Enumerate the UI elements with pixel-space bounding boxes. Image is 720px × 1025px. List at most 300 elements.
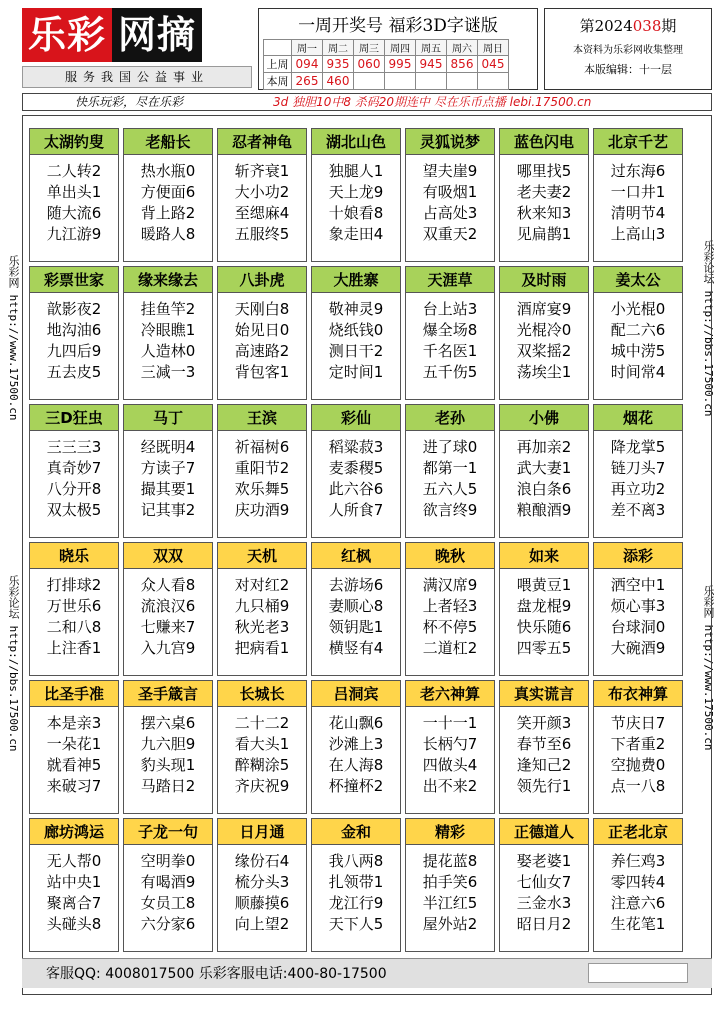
riddle-line: 斩齐衰1 <box>234 162 290 180</box>
riddle-line: 庆功酒9 <box>234 501 290 519</box>
riddle-card <box>405 542 495 676</box>
this-week-number: 265 <box>292 73 323 90</box>
riddle-line: 齐庆祝9 <box>234 777 290 795</box>
riddle-line: 台上站3 <box>422 300 478 318</box>
riddle-card <box>311 266 401 400</box>
riddle-line: 小光棍0 <box>610 300 666 318</box>
riddle-card <box>123 818 213 952</box>
card-title: 老六神算 <box>406 681 494 707</box>
riddle-line: 养仨鸡3 <box>610 852 666 870</box>
riddle-list <box>312 569 400 659</box>
right-sidebar-top[interactable]: 乐彩论坛 http://bbs.17500.cn <box>702 240 715 417</box>
riddle-line: 醉糊涂5 <box>234 756 290 774</box>
riddle-list <box>218 431 306 521</box>
riddle-line: 千名医1 <box>422 342 478 360</box>
riddle-card <box>499 266 589 400</box>
day-header: 周五 <box>416 40 447 56</box>
riddle-line: 重阳节2 <box>234 459 290 477</box>
riddle-line: 二十二2 <box>234 714 290 732</box>
ticker-bar <box>22 93 712 111</box>
riddle-list <box>124 569 212 659</box>
riddle-line: 快乐随6 <box>516 618 572 636</box>
riddle-card <box>593 266 683 400</box>
riddle-line: 杯撞杯2 <box>328 777 384 795</box>
logo-red-text: 乐彩 <box>22 8 112 62</box>
card-title: 北京千艺 <box>594 129 682 155</box>
riddle-line: 对对红2 <box>234 576 290 594</box>
riddle-line: 在人海8 <box>328 756 384 774</box>
riddle-line: 二和八8 <box>46 618 102 636</box>
card-title: 蓝色闪电 <box>500 129 588 155</box>
ticker-promo[interactable]: 3d 独胆10中8 杀码20期连中 尽在乐币点播 lebi.17500.cn <box>273 95 592 109</box>
riddle-line: 七赚来7 <box>140 618 196 636</box>
left-sidebar-top[interactable]: 乐彩网 http://www.17500.cn <box>7 255 20 421</box>
riddle-list <box>406 155 494 245</box>
riddle-line: 上高山3 <box>610 225 666 243</box>
riddle-list <box>30 707 118 797</box>
riddle-line: 无人帮0 <box>46 852 102 870</box>
riddle-line: 高速路2 <box>234 342 290 360</box>
riddle-line: 九只桶9 <box>234 597 290 615</box>
card-title: 添彩 <box>594 543 682 569</box>
issue-prefix: 第2024 <box>579 17 633 35</box>
riddle-list <box>594 155 682 245</box>
riddle-list <box>312 845 400 935</box>
card-title: 精彩 <box>406 819 494 845</box>
riddle-line: 暖路人8 <box>140 225 196 243</box>
riddle-line: 五六人5 <box>422 480 478 498</box>
riddle-line: 挂鱼竿2 <box>140 300 196 318</box>
riddle-list <box>500 155 588 245</box>
left-sidebar-bottom[interactable]: 乐彩论坛 http://bbs.17500.cn <box>7 575 20 752</box>
riddle-card <box>499 680 589 814</box>
this-week-number <box>447 73 478 90</box>
riddle-line: 方便面6 <box>140 183 196 201</box>
riddle-line: 洒空中1 <box>610 576 666 594</box>
card-title: 日月通 <box>218 819 306 845</box>
riddle-line: 五千伤5 <box>422 363 478 381</box>
riddle-list <box>406 293 494 383</box>
riddle-line: 二道杠2 <box>422 639 478 657</box>
riddle-line: 沙滩上3 <box>328 735 384 753</box>
right-sidebar-bottom[interactable]: 乐彩网 http://www.17500.cn <box>702 585 715 751</box>
riddle-line: 五服终5 <box>234 225 290 243</box>
card-title: 小佛 <box>500 405 588 431</box>
riddle-line: 记其事2 <box>140 501 196 519</box>
riddle-line: 方读子7 <box>140 459 196 477</box>
riddle-line: 三三三3 <box>46 438 102 456</box>
riddle-line: 链刀头7 <box>610 459 666 477</box>
riddle-card <box>123 680 213 814</box>
riddle-list <box>218 293 306 383</box>
riddle-line: 测日干2 <box>328 342 384 360</box>
this-week-number <box>478 73 509 90</box>
riddle-card <box>29 680 119 814</box>
riddle-line: 笑开颜3 <box>516 714 572 732</box>
riddle-list <box>500 707 588 797</box>
riddle-card <box>123 404 213 538</box>
riddle-list <box>594 569 682 659</box>
riddle-line: 娶老婆1 <box>516 852 572 870</box>
riddle-line: 屋外站2 <box>422 915 478 933</box>
riddle-line: 来破习7 <box>46 777 102 795</box>
riddle-card <box>123 128 213 262</box>
riddle-line: 九六胆9 <box>140 735 196 753</box>
riddle-line: 一口井1 <box>610 183 666 201</box>
riddle-card <box>29 128 119 262</box>
riddle-line: 敬神灵9 <box>328 300 384 318</box>
riddle-line: 聚离合7 <box>46 894 102 912</box>
day-header: 周日 <box>478 40 509 56</box>
riddle-list <box>406 707 494 797</box>
riddle-line: 横竖有4 <box>328 639 384 657</box>
riddle-line: 人所食7 <box>328 501 384 519</box>
riddle-card <box>593 818 683 952</box>
riddle-line: 随大流6 <box>46 204 102 222</box>
riddle-line: 武大妻1 <box>516 459 572 477</box>
riddle-line: 长柄勺7 <box>422 735 478 753</box>
card-title: 正德道人 <box>500 819 588 845</box>
riddle-line: 出不来2 <box>422 777 478 795</box>
draw-results-box <box>258 8 538 90</box>
riddle-list <box>30 431 118 521</box>
card-title: 湖北山色 <box>312 129 400 155</box>
card-title: 烟花 <box>594 405 682 431</box>
riddle-line: 至缌麻4 <box>234 204 290 222</box>
this-week-number <box>354 73 385 90</box>
riddle-line: 下者重2 <box>610 735 666 753</box>
footer <box>22 958 712 988</box>
riddle-card <box>217 404 307 538</box>
riddle-line: 占高处3 <box>422 204 478 222</box>
riddle-list <box>312 707 400 797</box>
card-title: 大胜寨 <box>312 267 400 293</box>
card-title: 彩仙 <box>312 405 400 431</box>
day-header: 周二 <box>323 40 354 56</box>
riddle-card <box>405 404 495 538</box>
riddle-card <box>405 680 495 814</box>
riddle-line: 粮酿酒9 <box>516 501 572 519</box>
riddle-card <box>405 128 495 262</box>
riddle-line: 向上望2 <box>234 915 290 933</box>
card-title: 如来 <box>500 543 588 569</box>
riddle-line: 此六谷6 <box>328 480 384 498</box>
riddle-line: 去游场6 <box>328 576 384 594</box>
riddle-line: 爆全场8 <box>422 321 478 339</box>
riddle-line: 花山飘6 <box>328 714 384 732</box>
card-title: 廊坊鸿运 <box>30 819 118 845</box>
riddle-line: 浪白条6 <box>516 480 572 498</box>
riddle-list <box>406 569 494 659</box>
card-title: 红枫 <box>312 543 400 569</box>
riddle-line: 秋光老3 <box>234 618 290 636</box>
riddle-card <box>217 128 307 262</box>
card-title: 王滨 <box>218 405 306 431</box>
riddle-line: 再立功2 <box>610 480 666 498</box>
riddle-line: 注意六6 <box>610 894 666 912</box>
riddle-line: 满汉席9 <box>422 576 478 594</box>
riddle-line: 半江红5 <box>422 894 478 912</box>
riddle-list <box>30 155 118 245</box>
riddle-list <box>500 431 588 521</box>
riddle-line: 八分开8 <box>46 480 102 498</box>
riddle-line: 打排球2 <box>46 576 102 594</box>
riddle-line: 经既明4 <box>140 438 196 456</box>
riddle-line: 三减一3 <box>140 363 196 381</box>
logo-black-text: 网摘 <box>112 8 202 62</box>
last-week-number: 945 <box>416 56 447 73</box>
editor-credit: 本版编辑：十一层 <box>584 63 672 76</box>
riddle-line: 荡埃尘1 <box>516 363 572 381</box>
riddle-card <box>311 128 401 262</box>
riddle-list <box>124 845 212 935</box>
riddle-line: 四零五5 <box>516 639 572 657</box>
riddle-line: 九四后9 <box>46 342 102 360</box>
riddle-card <box>29 404 119 538</box>
riddle-line: 烧纸钱0 <box>328 321 384 339</box>
riddle-line: 背包客1 <box>234 363 290 381</box>
card-title: 吕洞宾 <box>312 681 400 707</box>
riddle-line: 再加亲2 <box>516 438 572 456</box>
card-title: 太湖钓叟 <box>30 129 118 155</box>
riddle-line: 顺藤摸6 <box>234 894 290 912</box>
riddle-line: 众人看8 <box>140 576 196 594</box>
riddle-line: 零四转4 <box>610 873 666 891</box>
riddle-line: 定时间1 <box>328 363 384 381</box>
last-week-number: 856 <box>447 56 478 73</box>
issue-number <box>545 15 711 36</box>
riddle-line: 缘份石4 <box>234 852 290 870</box>
riddle-line: 喂黄豆1 <box>516 576 572 594</box>
riddle-card <box>311 680 401 814</box>
card-title: 晚秋 <box>406 543 494 569</box>
riddle-line: 头碰头8 <box>46 915 102 933</box>
card-title: 马丁 <box>124 405 212 431</box>
row-label-last-week: 上周 <box>264 56 292 73</box>
riddle-line: 扎领带1 <box>328 873 384 891</box>
riddle-card <box>123 266 213 400</box>
riddle-list <box>312 155 400 245</box>
riddle-line: 背上路2 <box>140 204 196 222</box>
riddle-card <box>311 542 401 676</box>
riddle-list <box>124 431 212 521</box>
riddle-line: 秋来知3 <box>516 204 572 222</box>
day-header: 周三 <box>354 40 385 56</box>
riddle-card <box>217 818 307 952</box>
riddle-line: 清明节4 <box>610 204 666 222</box>
riddle-list <box>594 845 682 935</box>
card-title: 天涯草 <box>406 267 494 293</box>
day-header: 周一 <box>292 40 323 56</box>
riddle-line: 双太极5 <box>46 501 102 519</box>
card-title: 子龙一句 <box>124 819 212 845</box>
card-title: 姜太公 <box>594 267 682 293</box>
riddle-list <box>406 431 494 521</box>
card-title: 天机 <box>218 543 306 569</box>
card-title: 圣手箴言 <box>124 681 212 707</box>
riddle-card <box>405 266 495 400</box>
row-label-this-week: 本周 <box>264 73 292 90</box>
riddle-line: 春节至6 <box>516 735 572 753</box>
riddle-line: 台球洞0 <box>610 618 666 636</box>
riddle-line: 酒席宴9 <box>516 300 572 318</box>
day-header: 周四 <box>385 40 416 56</box>
riddle-list <box>30 845 118 935</box>
riddle-list <box>218 155 306 245</box>
riddle-list <box>124 293 212 383</box>
riddle-card <box>593 542 683 676</box>
riddle-line: 望夫崖9 <box>422 162 478 180</box>
riddle-line: 领钥匙1 <box>328 618 384 636</box>
riddle-line: 有吸烟1 <box>422 183 478 201</box>
last-week-number: 094 <box>292 56 323 73</box>
riddle-list <box>594 707 682 797</box>
riddle-card <box>499 128 589 262</box>
riddle-card <box>593 128 683 262</box>
riddle-line: 妻顺心8 <box>328 597 384 615</box>
riddle-line: 我八两8 <box>328 852 384 870</box>
card-title: 晓乐 <box>30 543 118 569</box>
riddle-card <box>593 404 683 538</box>
slogan: 服务我国公益事业 <box>22 66 252 88</box>
day-header: 周六 <box>447 40 478 56</box>
riddle-card <box>123 542 213 676</box>
riddle-line: 时间常4 <box>610 363 666 381</box>
riddle-line: 象走田4 <box>328 225 384 243</box>
riddle-line: 哪里找5 <box>516 162 572 180</box>
riddle-line: 双桨摇2 <box>516 342 572 360</box>
riddle-line: 十娘看8 <box>328 204 384 222</box>
riddle-line: 五去皮5 <box>46 363 102 381</box>
card-title: 比圣手准 <box>30 681 118 707</box>
riddle-line: 降龙掌5 <box>610 438 666 456</box>
riddle-card <box>593 680 683 814</box>
riddle-line: 逢知己2 <box>516 756 572 774</box>
riddle-grid <box>22 115 712 995</box>
riddle-line: 昭日月2 <box>516 915 572 933</box>
riddle-card <box>405 818 495 952</box>
riddle-list <box>500 845 588 935</box>
riddle-line: 杯不停5 <box>422 618 478 636</box>
card-title: 金和 <box>312 819 400 845</box>
riddle-line: 过东海6 <box>610 162 666 180</box>
riddle-line: 冷眼瞧1 <box>140 321 196 339</box>
riddle-line: 真奇妙7 <box>46 459 102 477</box>
riddle-line: 麦黍稷5 <box>328 459 384 477</box>
card-title: 布衣神算 <box>594 681 682 707</box>
riddle-line: 二人转2 <box>46 162 102 180</box>
draw-results-title: 一周开奖号 福彩3D字谜版 <box>298 16 498 36</box>
riddle-line: 地沟油6 <box>46 321 102 339</box>
riddle-line: 大小功2 <box>234 183 290 201</box>
riddle-list <box>406 845 494 935</box>
riddle-line: 进了球0 <box>422 438 478 456</box>
riddle-line: 本是亲3 <box>46 714 102 732</box>
riddle-list <box>124 707 212 797</box>
riddle-list <box>500 569 588 659</box>
riddle-line: 差不离3 <box>610 501 666 519</box>
this-week-number <box>416 73 447 90</box>
riddle-list <box>218 707 306 797</box>
issue-num: 038 <box>632 17 662 35</box>
riddle-card <box>217 680 307 814</box>
riddle-line: 盘龙棍9 <box>516 597 572 615</box>
this-week-number: 460 <box>323 73 354 90</box>
riddle-line: 始见日0 <box>234 321 290 339</box>
riddle-list <box>30 569 118 659</box>
riddle-card <box>29 818 119 952</box>
riddle-line: 四做头4 <box>422 756 478 774</box>
riddle-line: 上者轻3 <box>422 597 478 615</box>
card-title: 老孙 <box>406 405 494 431</box>
site-logo[interactable] <box>22 8 252 62</box>
riddle-line: 看大头1 <box>234 735 290 753</box>
riddle-line: 就看神5 <box>46 756 102 774</box>
card-title: 正老北京 <box>594 819 682 845</box>
riddle-line: 大碗酒9 <box>610 639 666 657</box>
riddle-line: 都第一1 <box>422 459 478 477</box>
riddle-line: 配二六6 <box>610 321 666 339</box>
card-title: 老船长 <box>124 129 212 155</box>
footer-blank-box <box>588 963 688 983</box>
card-title: 忍者神龟 <box>218 129 306 155</box>
riddle-list <box>594 431 682 521</box>
riddle-card <box>29 266 119 400</box>
riddle-list <box>30 293 118 383</box>
riddle-line: 单出头1 <box>46 183 102 201</box>
riddle-card <box>311 404 401 538</box>
riddle-line: 龙江行9 <box>328 894 384 912</box>
riddle-line: 祈福树6 <box>234 438 290 456</box>
last-week-number: 995 <box>385 56 416 73</box>
last-week-number: 045 <box>478 56 509 73</box>
riddle-line: 提花蓝8 <box>422 852 478 870</box>
riddle-line: 马踏日2 <box>140 777 196 795</box>
riddle-list <box>312 431 400 521</box>
ticker-slogan: 快乐玩彩，尽在乐彩 <box>75 95 184 109</box>
issue-suffix: 期 <box>661 17 677 35</box>
weekly-results-table <box>263 39 509 90</box>
riddle-card <box>499 542 589 676</box>
riddle-line: 万世乐6 <box>46 597 102 615</box>
riddle-card <box>217 266 307 400</box>
riddle-line: 城中涝5 <box>610 342 666 360</box>
riddle-line: 有喝酒9 <box>140 873 196 891</box>
card-title: 三D狂虫 <box>30 405 118 431</box>
riddle-line: 九江游9 <box>46 225 102 243</box>
riddle-line: 热水瓶0 <box>140 162 196 180</box>
riddle-line: 把病看1 <box>234 639 290 657</box>
riddle-line: 双重天2 <box>422 225 478 243</box>
riddle-list <box>500 293 588 383</box>
riddle-line: 拍手笑6 <box>422 873 478 891</box>
riddle-line: 豹头现1 <box>140 756 196 774</box>
riddle-line: 天刚白8 <box>234 300 290 318</box>
riddle-line: 独腿人1 <box>328 162 384 180</box>
riddle-card <box>217 542 307 676</box>
contact-info: 客服QQ: 4008017500 乐彩客服电话:400-80-17500 <box>46 966 387 982</box>
card-title: 长城长 <box>218 681 306 707</box>
riddle-list <box>312 293 400 383</box>
riddle-card <box>29 542 119 676</box>
riddle-line: 光棍冷0 <box>516 321 572 339</box>
riddle-line: 人造林0 <box>140 342 196 360</box>
riddle-card <box>499 404 589 538</box>
card-title: 双双 <box>124 543 212 569</box>
riddle-line: 生花笔1 <box>610 915 666 933</box>
riddle-line: 歆影夜2 <box>46 300 102 318</box>
riddle-line: 点一八8 <box>610 777 666 795</box>
